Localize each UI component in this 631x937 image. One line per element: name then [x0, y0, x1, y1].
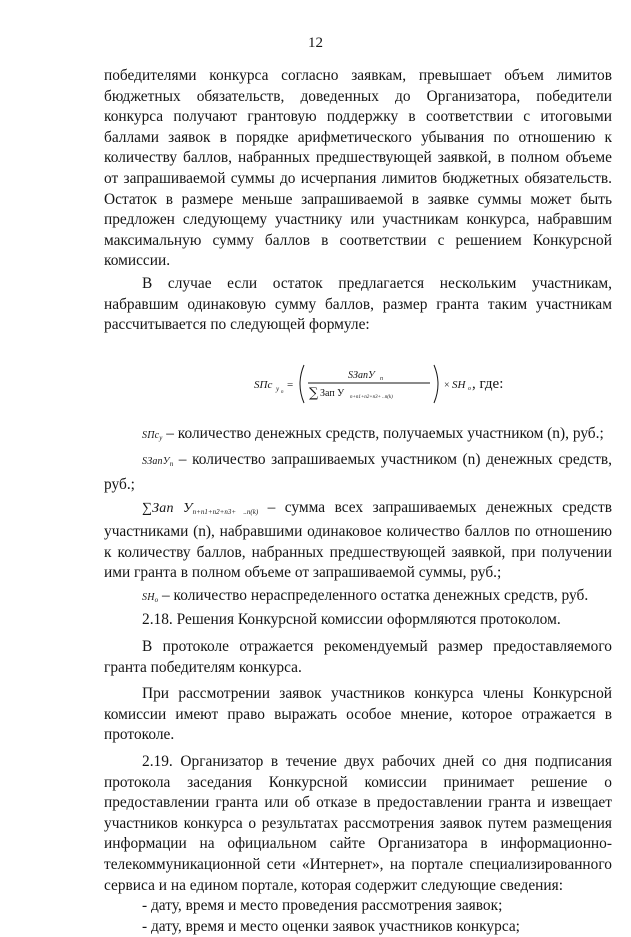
formula-lhs: SПс	[254, 378, 273, 391]
definition-symbol: SН	[142, 591, 155, 603]
definition-requested-amount	[104, 450, 612, 495]
formula-lhs-sub2: n	[281, 389, 284, 395]
definition-remainder	[104, 586, 612, 611]
formula-left-paren	[300, 365, 304, 403]
definition-symbol-sub: n+n1+n2+n3+ ..n(k)	[192, 507, 259, 516]
formula-sum-sign: ∑	[309, 385, 319, 401]
definition-symbol: ∑Зап У	[142, 500, 193, 516]
definition-text: – количество денежных средств, получаемых участником (n), руб.;	[162, 424, 604, 442]
paragraph-2-19: 2.19. Организатор в течение двух рабочих дней со дня подписания протокола заседания Конкурсной комиссии принимает решение о предоставлении гранта или об отказе в предоставлении гранта и извещает участников конкурса о результатах рассмотрения заявок путем размещения информации на официальном сайте Организатора в информационно-телекоммуникационной сети «Интернет», на портале специализированного сервиса и на едином портале, которая содержит следующие сведения:	[104, 753, 612, 894]
document-body	[104, 66, 612, 937]
list-item: - дату, время и место оценки заявок участников конкурса;	[142, 917, 520, 935]
paragraph-special-opinion: При рассмотрении заявок участников конкурса члены Конкурсной комиссии имеют право выражать особое мнение, которое отражается в протоколе.	[104, 685, 612, 744]
definition-symbol: SЗапУ	[142, 456, 170, 468]
grant-formula-svg	[254, 362, 554, 406]
formula-numerator-sub: n	[380, 375, 383, 382]
paragraph-equal-points: В случае если остаток предлагается нескольким участникам, набравшим одинаковую сумму баллов, размер гранта таким участникам рассчитывается по следующей формуле:	[104, 274, 612, 334]
grant-formula	[104, 362, 612, 406]
definition-symbol-sub: у	[159, 433, 163, 442]
formula-times: ×	[444, 379, 450, 391]
definition-symbol: SПс	[142, 429, 160, 441]
definition-total-requested	[104, 498, 612, 584]
formula-rhs: SН	[452, 378, 466, 391]
formula-rhs-sub: о	[468, 385, 471, 392]
definition-symbol-sub: n	[169, 460, 174, 469]
paragraph-protocol: В протоколе отражается рекомендуемый размер предоставляемого гранта победителям конкурса.	[104, 638, 612, 676]
definition-text: – сумма всех запрашиваемых денежных средств участниками (n), набравшими одинаковое количество баллов по отношению к количеству баллов, набранных предшествующей заявкой, при получении ими гранта в полном объеме от запрашиваемой суммы, руб.;	[104, 498, 612, 582]
paragraph-grant-distribution: победителями конкурса согласно заявкам, превышает объем лимитов бюджетных обязательств, доведенных до Организатора, победители конкурса получают грантовую поддержку в соответствии с итоговыми баллами заявок в порядке арифметического убывания по отношению к количеству баллов, набранных предшествующей заявкой, в полном объеме от запрашиваемой суммы до исчерпания лимитов бюджетных обязательств. Остаток в размере меньше запрашиваемой в заявке суммы может быть предложен следующему участнику или участникам конкурса, набравшим максимальную сумму баллов в соответствии с решением Конкурсной комиссии.	[104, 67, 612, 270]
formula-tail: , где:	[472, 375, 504, 392]
formula-numerator: SЗапУ	[348, 369, 375, 381]
formula-right-paren	[434, 365, 438, 403]
paragraph-2-18: 2.18. Решения Конкурсной комиссии оформляются протоколом.	[142, 611, 561, 629]
definition-received-amount	[104, 424, 612, 449]
formula-lhs-sub: у	[276, 384, 280, 393]
formula-equals: =	[287, 378, 294, 391]
definition-symbol-sub: о	[154, 595, 159, 604]
definition-text: – количество нераспределенного остатка денежных средств, руб.	[158, 586, 589, 604]
list-item: - дату, время и место проведения рассмотрения заявок;	[142, 897, 503, 915]
definition-text: – количество запрашиваемых участником (n) денежных средств, руб.;	[104, 451, 612, 493]
formula-denominator: Зап У	[320, 387, 345, 399]
formula-denominator-sub: n+n1+n2+n3+ ..n(k)	[350, 394, 393, 400]
page-number: 12	[308, 35, 323, 51]
